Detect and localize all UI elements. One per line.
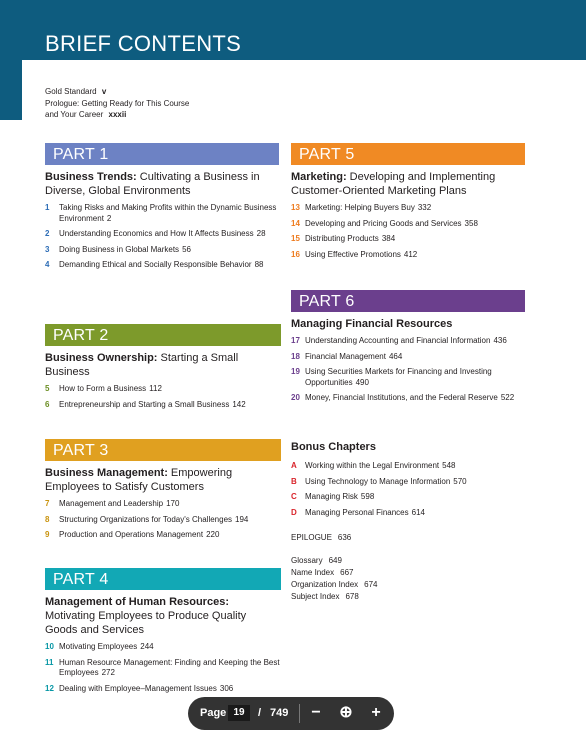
bonus-chapter-b[interactable]: B Using Technology to Manage Information 570: [291, 476, 467, 486]
back-item-glossary[interactable]: Glossary 649: [291, 556, 342, 565]
zoom-out-button[interactable]: −: [311, 704, 321, 721]
part-3-banner: PART 3: [45, 439, 281, 461]
chapter-11[interactable]: 11 Human Resource Management: Finding and Keeping the Best Employees 272: [45, 657, 280, 677]
back-matter: [291, 555, 378, 603]
front-matter: [45, 86, 189, 120]
chapter-12[interactable]: 12 Dealing with Employee–Management Issues 306: [45, 683, 234, 693]
page-title: BRIEF CONTENTS: [45, 31, 242, 56]
chapter-2[interactable]: 2 Understanding Economics and How It Affects Business 28: [45, 229, 266, 238]
zoom-in-button[interactable]: +: [371, 704, 381, 721]
back-item-subject-index[interactable]: Subject Index 678: [291, 592, 359, 601]
part-5-title[interactable]: Marketing: Developing and Implementing Customer-Oriented Marketing Plans: [291, 171, 496, 197]
zoom-in-icon[interactable]: ⊕: [339, 704, 353, 721]
bonus-title: Bonus Chapters: [291, 441, 376, 453]
part-3-title[interactable]: Business Management: Empowering Employees to Satisfy Customers: [45, 467, 233, 493]
part-1-banner: PART 1: [45, 143, 279, 165]
front-item[interactable]: Gold Standard v: [45, 87, 107, 96]
part-6-title[interactable]: Managing Financial Resources: [291, 318, 453, 330]
part-4-banner: PART 4: [45, 568, 281, 590]
bonus-chapter-d[interactable]: D Managing Personal Finances 614: [291, 507, 425, 517]
part-2-banner: PART 2: [45, 324, 281, 346]
header-accent: [0, 60, 22, 120]
part-2-title[interactable]: Business Ownership: Starting a Small Business: [45, 352, 239, 378]
part-5-banner: PART 5: [291, 143, 525, 165]
part-3: [45, 439, 281, 541]
chapter-17[interactable]: 17 Understanding Accounting and Financial Information 436: [291, 336, 507, 345]
chapter-19[interactable]: 19 Using Securities Markets for Financing and Investing Opportunities 490: [291, 367, 492, 387]
part-4: [45, 568, 281, 694]
bonus-chapter-a[interactable]: A Working within the Legal Environment 548: [291, 461, 456, 470]
chapter-15[interactable]: 15 Distributing Products 384: [291, 234, 396, 243]
page-label: Page: [200, 707, 227, 719]
current-page-input[interactable]: 19: [228, 705, 250, 721]
chapter-7[interactable]: 7 Management and Leadership 170: [45, 499, 180, 508]
chapter-14[interactable]: 14 Developing and Pricing Goods and Services 358: [291, 218, 478, 228]
chapter-18[interactable]: 18 Financial Management 464: [291, 351, 403, 361]
total-pages: 749: [270, 707, 289, 719]
page-navigator: [188, 697, 394, 730]
front-item[interactable]: and Your Career xxxii: [45, 110, 127, 119]
chapter-10[interactable]: 10 Motivating Employees 244: [45, 642, 154, 651]
part-6-banner: PART 6: [291, 290, 525, 312]
part-1: [45, 143, 279, 271]
part-1-title[interactable]: Business Trends: Cultivating a Business in Diverse, Global Environments: [45, 171, 260, 197]
back-item-name-index[interactable]: Name Index 667: [291, 568, 354, 577]
chapter-3[interactable]: 3 Doing Business in Global Markets 56: [45, 244, 191, 254]
part-4-title[interactable]: Management of Human Resources: Motivating Employees to Produce Quality Goods and Services: [45, 596, 247, 636]
chapter-4[interactable]: 4 Demanding Ethical and Socially Responsible Behavior 88: [45, 260, 264, 269]
chapter-20[interactable]: 20 Money, Financial Institutions, and the Federal Reserve 522: [291, 393, 515, 402]
front-item[interactable]: Prologue: Getting Ready for This Course: [45, 99, 190, 108]
toolbar-divider: [299, 704, 300, 723]
chapter-13[interactable]: 13 Marketing: Helping Buyers Buy 332: [291, 203, 432, 212]
chapter-16[interactable]: 16 Using Effective Promotions 412: [291, 249, 418, 259]
chapter-5[interactable]: 5 How to Form a Business 112: [45, 384, 162, 393]
bonus-chapters: [291, 440, 525, 518]
back-item-organization-index[interactable]: Organization Index 674: [291, 580, 378, 589]
chapter-6[interactable]: 6 Entrepreneurship and Starting a Small Business 142: [45, 399, 246, 409]
page-separator: /: [258, 707, 262, 719]
chapter-9[interactable]: 9 Production and Operations Management 220: [45, 530, 220, 539]
bonus-chapter-c[interactable]: C Managing Risk 598: [291, 492, 375, 501]
part-2: [45, 324, 281, 410]
epilogue[interactable]: EPILOGUE 636: [291, 533, 352, 542]
chapter-1[interactable]: 1 Taking Risks and Making Profits within the Dynamic Business Environment 2: [45, 203, 277, 223]
part-6: [291, 290, 525, 404]
part-5: [291, 143, 525, 260]
chapter-8[interactable]: 8 Structuring Organizations for Today's Challenges 194: [45, 514, 249, 524]
